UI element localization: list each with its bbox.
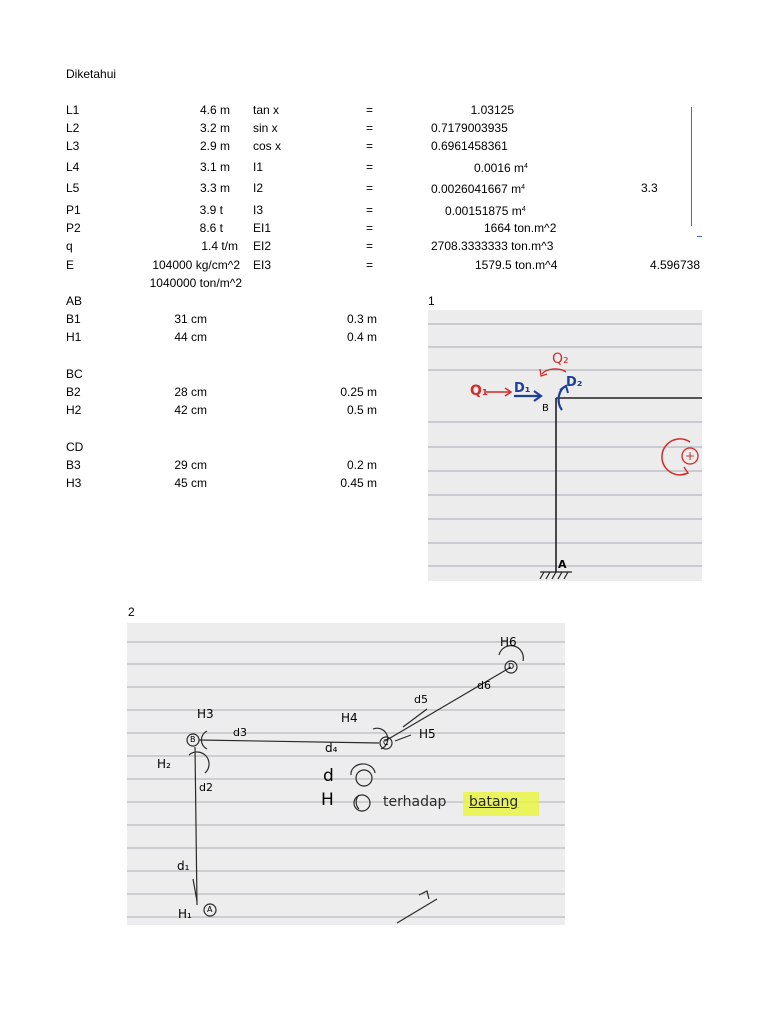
- given-value: 104000 kg/cm^2: [152, 258, 240, 272]
- figure-2-photo: [127, 623, 565, 925]
- legend-d-circle: [356, 770, 372, 786]
- given-name: L4: [66, 160, 80, 174]
- prop-eq: =: [366, 121, 374, 135]
- prop-eq: =: [366, 160, 374, 174]
- label-d5: d5: [414, 693, 428, 706]
- prop-value: 0.00151875: [445, 204, 509, 218]
- given-value: 3.1 m: [199, 160, 230, 174]
- prop-value: 1664: [484, 221, 511, 235]
- prop-value: 0.0016: [474, 161, 511, 175]
- section-dim-cm: 45 cm: [174, 476, 207, 490]
- section-dim-cm: 31 cm: [174, 312, 207, 326]
- section-dim-m: 0.45 m: [340, 476, 377, 490]
- cell-border-line: [691, 107, 692, 226]
- prop-name: tan x: [253, 103, 280, 117]
- prop-name: EI1: [253, 221, 272, 235]
- label-d4: d₄: [325, 741, 338, 755]
- section-title: BC: [66, 367, 83, 381]
- section-dim-name: B1: [66, 312, 81, 326]
- label-d2: D₂: [566, 375, 583, 390]
- support-hatch: [540, 572, 572, 579]
- label-node-c: C: [383, 738, 389, 747]
- label-h5: H5: [419, 727, 436, 741]
- prop-unit: m: [511, 204, 522, 218]
- prop-unit: ton.m^2: [514, 221, 557, 235]
- given-name: P2: [66, 221, 81, 235]
- section-dim-cm: 29 cm: [174, 458, 207, 472]
- label-d3: d3: [233, 726, 247, 739]
- section-dim-m: 0.4 m: [346, 330, 377, 344]
- label-d1: D₁: [514, 381, 531, 396]
- prop-name: I2: [253, 181, 264, 195]
- given-value: 4.6 m: [199, 103, 230, 117]
- label-node-b: B: [542, 403, 549, 414]
- legend-label-d: d: [323, 766, 334, 786]
- label-h2: H₂: [157, 757, 171, 771]
- section-dim-name: B3: [66, 458, 81, 472]
- prop-eq: =: [366, 239, 374, 253]
- figure-number: 1: [428, 294, 435, 308]
- prop-name: I3: [253, 203, 264, 217]
- rotation-arrow-h5: [395, 735, 411, 741]
- label-d1: d₁: [177, 859, 190, 873]
- prop-eq: =: [366, 258, 374, 272]
- given-value: 8.6 t: [199, 221, 223, 235]
- figure-number: 2: [128, 605, 135, 619]
- label-node-a: A: [207, 905, 213, 914]
- prop-value: 0.7179003935: [431, 121, 508, 135]
- prop-name: cos x: [253, 139, 282, 153]
- prop-unit: m: [511, 182, 522, 196]
- member-cd: [385, 667, 511, 741]
- given-name: q: [66, 239, 73, 253]
- prop-unit-exponent: 4: [521, 184, 525, 191]
- prop-name: EI2: [253, 239, 272, 253]
- label-node-d: D: [508, 662, 515, 671]
- legend-label-h: H: [321, 790, 334, 810]
- prop-eq: =: [366, 139, 374, 153]
- sheet-heading: Diketahui: [66, 67, 117, 81]
- rotation-arrow-h2: [189, 752, 209, 773]
- section-dim-m: 0.25 m: [340, 385, 377, 399]
- label-d6: d6: [477, 679, 491, 692]
- given-value: 1.4 t/m: [201, 239, 238, 253]
- label-node-a: A: [558, 558, 567, 571]
- given-name: L5: [66, 181, 80, 195]
- prop-value-with-unit: [431, 181, 525, 196]
- prop-value: 1.03125: [470, 103, 514, 117]
- section-dim-name: B2: [66, 385, 81, 399]
- ruled-lines: [127, 642, 565, 917]
- given-name: P1: [66, 203, 81, 217]
- frame-sketch-2: [127, 623, 565, 925]
- prop-value-with-unit: [445, 203, 526, 218]
- prop-unit: ton.m^3: [511, 239, 554, 253]
- note-highlighted-word: batang: [469, 794, 519, 810]
- member-ab: [195, 747, 197, 905]
- prop-value: 2708.3333333: [431, 239, 508, 253]
- prop-eq: =: [366, 181, 374, 195]
- section-title: AB: [66, 294, 83, 308]
- prop-unit-exponent: 4: [524, 163, 528, 170]
- section-dim-m: 0.3 m: [346, 312, 377, 326]
- given-name: L2: [66, 121, 80, 135]
- given-value: 2.9 m: [199, 139, 230, 153]
- section-dim-m: 0.2 m: [346, 458, 377, 472]
- label-q1: Q₁: [470, 383, 489, 399]
- given-value: 3.2 m: [199, 121, 230, 135]
- prop-eq: =: [366, 221, 374, 235]
- cell-border-mark: [697, 236, 702, 237]
- section-dim-cm: 42 cm: [174, 403, 207, 417]
- label-d2: d2: [199, 781, 213, 794]
- given-value-alt: 1040000 ton/m^2: [149, 276, 242, 290]
- note-text: terhadap: [383, 794, 447, 810]
- section-dim-cm: 28 cm: [174, 385, 207, 399]
- prop-unit: ton.m^4: [515, 258, 558, 272]
- section-title: CD: [66, 440, 84, 454]
- section-dim-m: 0.5 m: [346, 403, 377, 417]
- given-name: L3: [66, 139, 80, 153]
- label-h6: H6: [500, 635, 517, 649]
- label-h4: H4: [341, 711, 358, 725]
- partial-arrow: [397, 899, 437, 923]
- section-dim-name: H2: [66, 403, 82, 417]
- prop-value-with-unit: [474, 160, 528, 175]
- prop-name: sin x: [253, 121, 278, 135]
- section-dim-cm: 44 cm: [174, 330, 207, 344]
- side-value: 3.3: [641, 181, 658, 195]
- prop-value-with-unit: [484, 221, 556, 235]
- prop-value-with-unit: [431, 239, 553, 253]
- prop-eq: =: [366, 203, 374, 217]
- label-plus: +: [685, 449, 696, 463]
- prop-value: 1579.5: [475, 258, 512, 272]
- prop-value: 0.6961458361: [431, 139, 508, 153]
- prop-name: I1: [253, 160, 264, 174]
- given-name: E: [66, 258, 75, 272]
- prop-value: 0.0026041667: [431, 182, 508, 196]
- figure-1-photo: [428, 310, 702, 581]
- prop-unit: m: [514, 161, 525, 175]
- side-value: 4.596738: [649, 258, 700, 272]
- prop-name: EI3: [253, 258, 272, 272]
- label-q2: Q₂: [552, 351, 569, 367]
- section-dim-name: H3: [66, 476, 82, 490]
- prop-unit-exponent: 4: [521, 206, 526, 213]
- member-bc: [199, 740, 379, 743]
- section-dim-name: H1: [66, 330, 82, 344]
- given-name: L1: [66, 103, 80, 117]
- prop-value-with-unit: [475, 258, 557, 272]
- label-h1: H₁: [178, 907, 192, 921]
- given-value: 3.3 m: [199, 181, 230, 195]
- label-node-b: B: [190, 735, 196, 744]
- prop-eq: =: [366, 103, 374, 117]
- given-value: 3.9 t: [199, 203, 223, 217]
- label-h3: H3: [197, 707, 214, 721]
